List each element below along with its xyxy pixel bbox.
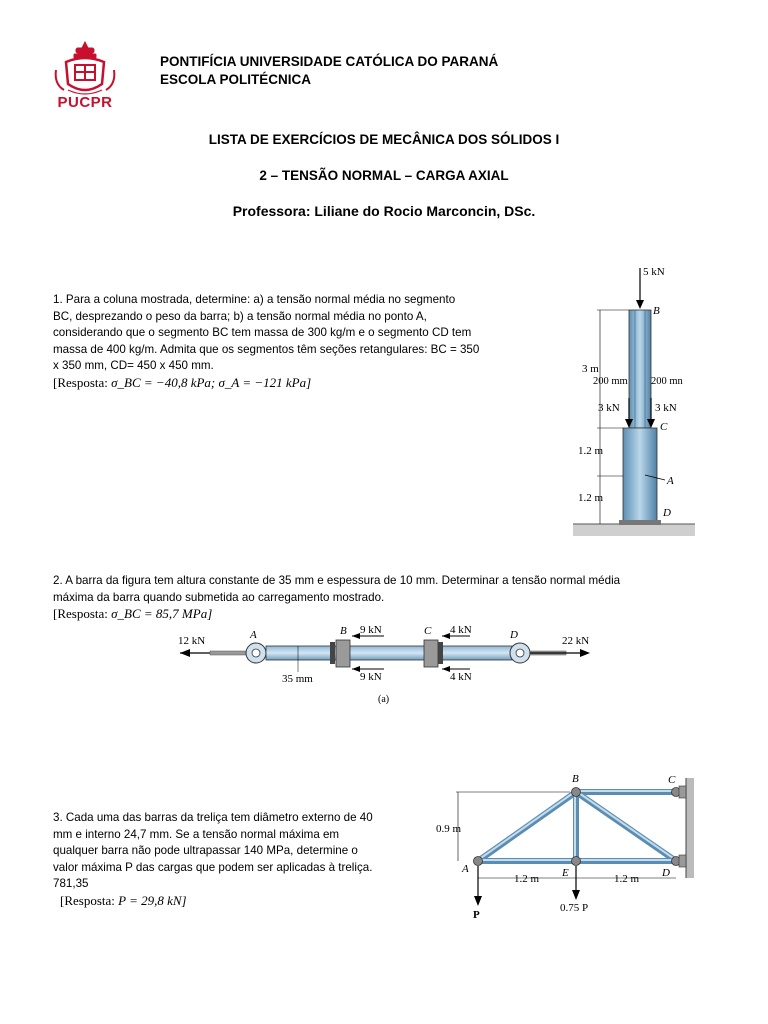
point-a-label: A <box>462 863 469 875</box>
height-label: 35 mm <box>282 673 313 685</box>
column-cd <box>623 428 657 524</box>
answer-prefix: [Resposta: <box>53 375 108 390</box>
point-b-label: B <box>572 773 579 785</box>
width-left-label: 200 mm <box>593 376 628 387</box>
q2-line: 2. A barra da figura tem altura constante de 35 mm e espessura de 10 mm. Determinar a tensão normal média <box>53 574 621 587</box>
force-left-label: 12 kN <box>178 635 206 647</box>
answer-body: P = 29,8 kN] <box>118 893 187 908</box>
question-2-text <box>53 573 723 606</box>
point-d-label: D <box>662 867 670 879</box>
ground <box>573 524 695 536</box>
topic-title: 2 – TENSÃO NORMAL – CARGA AXIAL <box>259 168 509 183</box>
answer-body: σ_BC = −40,8 kPa; σ_A = −121 kPa] <box>111 375 312 390</box>
load-top-label: 5 kN <box>643 266 665 278</box>
answer-prefix: [Resposta: <box>53 606 108 621</box>
height-1-label: 3 m <box>582 363 599 375</box>
c-bottom-force-label: 4 kN <box>450 671 472 683</box>
question-3-answer <box>60 893 187 909</box>
q1-line: considerando que o segmento BC tem massa de 300 kg/m e o segmento CD tem <box>53 326 472 340</box>
height-label: 0.9 m <box>436 823 462 835</box>
q3-line: qualquer barra não pode ultrapassar 140 MPa, determine o <box>53 844 358 858</box>
question-1-text <box>53 292 525 375</box>
q1-line: massa de 400 kg/m. Admita que os segmentos têm seções retangulares: BC = 350 <box>53 342 480 356</box>
q1-line: x 350 mm, CD= 450 x 450 mm. <box>53 359 214 373</box>
c-top-force-label: 4 kN <box>450 624 472 636</box>
question-3-text <box>53 810 415 893</box>
point-b-label: B <box>340 625 347 637</box>
figure-caption: (a) <box>378 694 390 705</box>
pucpr-logo <box>44 40 126 114</box>
point-b-label: B <box>653 305 660 317</box>
logo-text: PUCPR <box>57 94 113 111</box>
column-figure <box>565 260 705 540</box>
question-1-answer <box>53 375 311 391</box>
joint-e <box>572 857 581 866</box>
width-right-label: 200 mn <box>651 376 683 387</box>
joint-b <box>572 788 581 797</box>
point-c-label: C <box>424 625 432 637</box>
q3-line: mm e interno 24,7 mm. Se a tensão normal máxima em <box>53 827 340 841</box>
wall <box>686 778 694 878</box>
point-e-label: E <box>562 867 569 879</box>
answer-body: σ_BC = 85,7 MPa] <box>111 606 213 621</box>
truss-members <box>478 792 676 861</box>
point-c-label: C <box>660 421 668 433</box>
point-a-label: A <box>667 475 674 487</box>
joint-a <box>474 857 483 866</box>
load-right-label: 3 kN <box>655 402 677 414</box>
q3-line: 3. Cada uma das barras da treliça tem diâmetro externo de 40 <box>53 811 373 824</box>
point-d-label: D <box>663 507 671 519</box>
university-name: PONTIFÍCIA UNIVERSIDADE CATÓLICA DO PARANÁ <box>160 54 499 69</box>
span-1-label: 1.2 m <box>514 873 540 885</box>
point-a-label: A <box>250 629 257 641</box>
force-right-label: 22 kN <box>562 635 590 647</box>
bar-figure <box>170 622 600 712</box>
q2-line: máxima da barra quando submetida ao carregamento mostrado. <box>53 590 385 604</box>
question-2-answer <box>53 606 212 622</box>
height-3-label: 1.2 m <box>578 492 604 504</box>
load-left-label: 3 kN <box>598 402 620 414</box>
q1-line: 1. Para a coluna mostrada, determine: a) a tensão normal média no segmento <box>53 293 456 306</box>
point-d-label: D <box>510 629 518 641</box>
collar-b <box>336 640 350 667</box>
column-bc <box>629 310 651 428</box>
height-2-label: 1.2 m <box>578 445 604 457</box>
b-bottom-force-label: 9 kN <box>360 671 382 683</box>
load-p-label: P <box>473 909 480 921</box>
b-top-force-label: 9 kN <box>360 624 382 636</box>
answer-prefix: [Resposta: <box>60 893 115 908</box>
span-2-label: 1.2 m <box>614 873 640 885</box>
collar-c <box>424 640 438 667</box>
q3-line: 781,35 <box>53 877 89 891</box>
bar-body <box>266 646 512 660</box>
load-075p-label: 0.75 P <box>560 902 589 914</box>
school-name: ESCOLA POLITÉCNICA <box>160 72 312 87</box>
truss-figure <box>436 770 706 930</box>
professor-name: Professora: Liliane do Rocio Marconcin, DSc. <box>232 203 536 219</box>
point-c-label: C <box>668 774 676 786</box>
list-title: LISTA DE EXERCÍCIOS DE MECÂNICA DOS SÓLIDOS I <box>208 132 560 147</box>
q1-line: BC, desprezando o peso da barra; b) a tensão normal média no ponto A, <box>53 309 427 323</box>
q3-line: valor máxima P das cargas que podem ser aplicadas à treliça. <box>53 860 373 874</box>
